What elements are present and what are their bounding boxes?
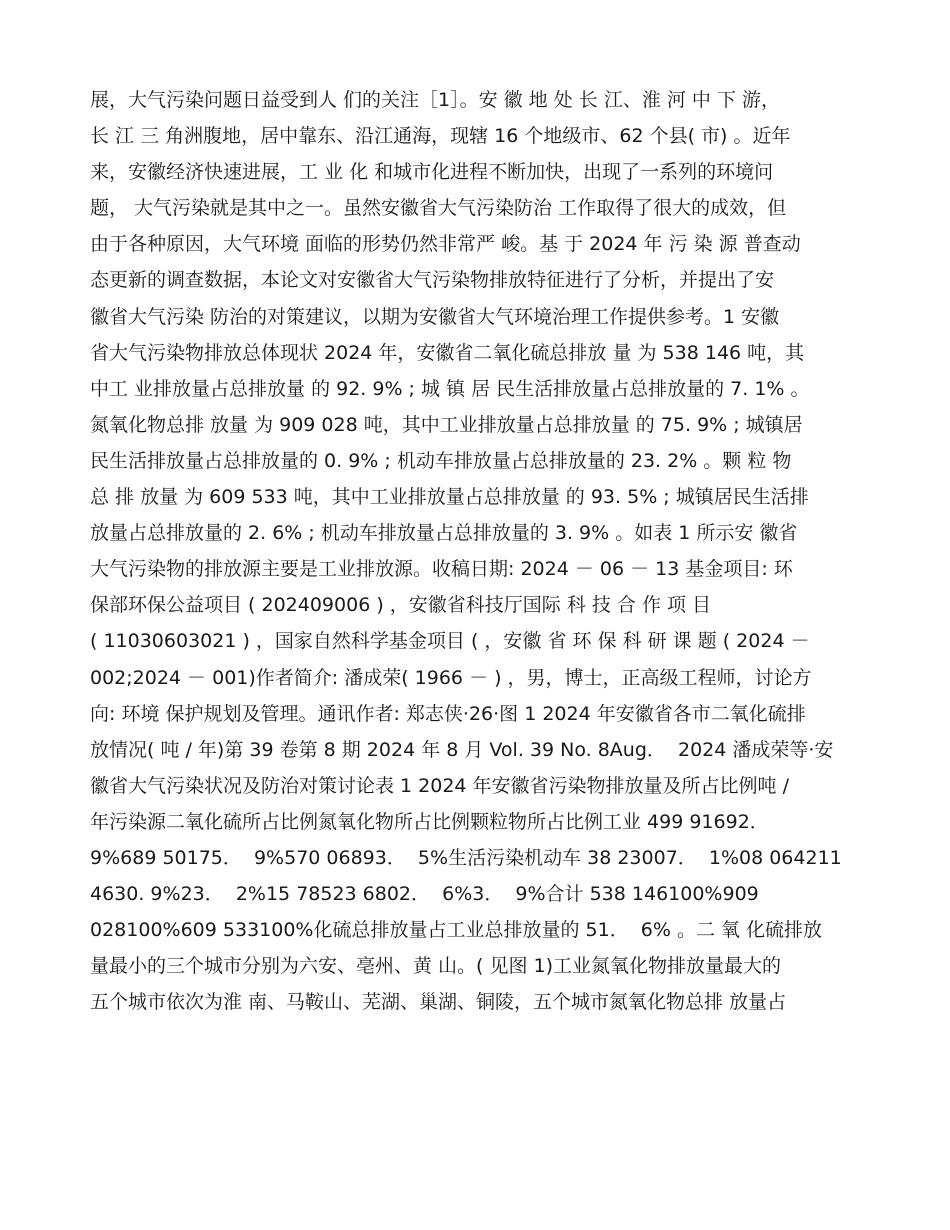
text-line: 展，大气污染问题日益受到人 们的关注［1］。安 徽 地 处 长 江、淮 河 中 下 游， <box>90 89 780 111</box>
text-line: 长 江 三 角洲腹地，居中靠东、沿江通海，现辖 16 个地级市、62 个县( 市) 。近年 <box>90 125 791 148</box>
text-line: 028100%609 533100%化硫总排放量占工业总排放量的 51． 6% 。二 氧 化硫排放 <box>90 919 823 942</box>
text-line: 省大气污染物排放总体现状 2024 年，安徽省二氧化硫总排放 量 为 538 146 吨，其 <box>90 341 805 364</box>
text-line: 4630. 9%23． 2%15 78523 6802． 6%3． 9%合计 538 146100%909 <box>90 883 759 906</box>
text-line: 题， 大气污染就是其中之一。虽然安徽省大气污染防治 工作取得了很大的成效，但 <box>90 197 787 220</box>
text-line: 002;2024 － 001)作者简介: 潘成荣( 1966 － ) ，男，博士，正高级工程师，讨论方 <box>90 666 812 689</box>
text-line: 氮氧化物总排 放量 为 909 028 吨，其中工业排放量占总排放量 的 75. 9% ; 城镇居 <box>90 413 803 436</box>
text-line: 总 排 放量 为 609 533 吨，其中工业排放量占总排放量 的 93. 5% ; 城镇居民生活排 <box>90 486 809 509</box>
text-line: 量最小的三个城市分别为六安、亳州、黄 山。( 见图 1)工业氮氧化物排放量最大的 <box>90 955 782 978</box>
text-line: 徽省大气污染 防治的对策建议，以期为安徽省大气环境治理工作提供参考。1 安徽 <box>90 305 780 328</box>
text-line: 来，安徽经济快速进展，工 业 化 和城市化进程不断加快，出现了一系列的环境问 <box>90 161 774 184</box>
text-line: ( 11030603021 ) ，国家自然科学基金项目 ( ，安徽 省 环 保 科 研 课 题 ( 2024 － <box>90 630 810 653</box>
text-line: 保部环保公益项目 ( 202409006 ) ，安徽省科技厅国际 科 技 合 作 项 目 <box>90 594 712 617</box>
text-line: 由于各种原因，大气环境 面临的形势仍然非常严 峻。基 于 2024 年 污 染 源 普查动 <box>90 233 801 256</box>
text-line: 放情况( 吨 / 年)第 39 卷第 8 期 2024 年 8 月 Vol. 39 No. 8Aug． 2024 潘成荣等·安 <box>90 738 834 761</box>
text-line: 年污染源二氧化硫所占比例氮氧化物所占比例颗粒物所占比例工业 499 91692． <box>90 810 769 833</box>
text-line: 徽省大气污染状况及防治对策讨论表 1 2024 年安徽省污染物排放量及所占比例吨 / <box>90 774 790 797</box>
text-line: 大气污染物的排放源主要是工业排放源。收稿日期: 2024 － 06 － 13 基金项目: 环 <box>90 558 793 581</box>
text-line: 9%689 50175． 9%570 06893． 5%生活污染机动车 38 23007． 1%08 064211 <box>90 846 842 869</box>
text-line: 民生活排放量占总排放量的 0. 9% ; 机动车排放量占总排放量的 23. 2% 。颗 粒 物 <box>90 449 792 472</box>
text-line: 态更新的调查数据，本论文对安徽省大气污染物排放特征进行了分析，并提出了安 <box>90 269 775 292</box>
text-line: 五个城市依次为淮 南、马鞍山、芜湖、巢湖、铜陵，五个城市氮氧化物总排 放量占 <box>90 991 787 1014</box>
text-line: 向: 环境 保护规划及管理。通讯作者: 郑志侠·26·图 1 2024 年安徽省各市二氧化硫排 <box>90 702 806 725</box>
text-line: 放量占总排放量的 2. 6% ; 机动车排放量占总排放量的 3. 9% 。如表 1 所示安 徽省 <box>90 522 798 545</box>
text-line: 中工 业排放量占总排放量 的 92. 9% ; 城 镇 居 民生活排放量占总排放量的 7. 1% 。 <box>90 377 810 400</box>
body-text <box>90 82 870 1020</box>
